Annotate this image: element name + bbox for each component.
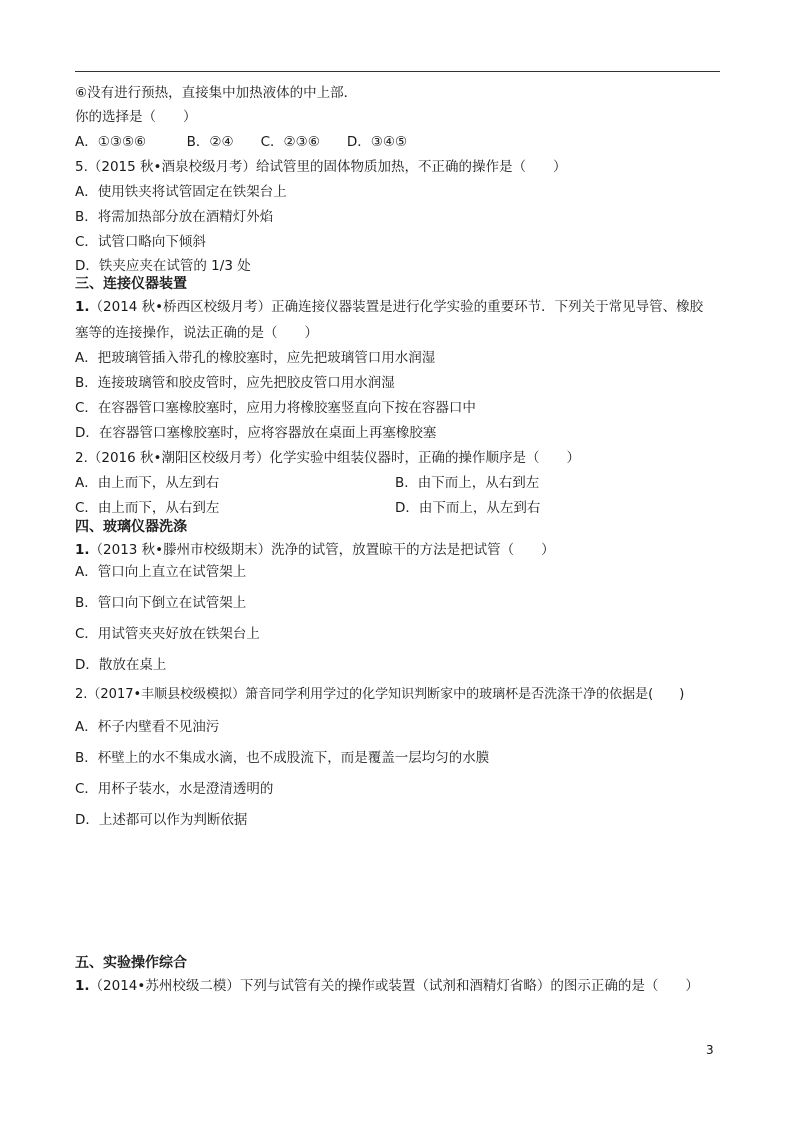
option: C．由上而下，从右到左 xyxy=(75,500,220,516)
option: C．试管口略向下倾斜 xyxy=(75,234,206,250)
answer-choices: A．①③⑤⑥ B．②④ C．②③⑥ D．③④⑤ xyxy=(75,134,408,150)
text-line: 你的选择是（ ） xyxy=(75,109,197,125)
text-line: ⑥没有进行预热，直接集中加热液体的中上部． xyxy=(75,85,358,101)
question-stem: 2.（2017•丰顺县校级模拟）箫音同学利用学过的化学知识判断家中的玻璃杯是否洗涤干净的依据是( ) xyxy=(75,687,685,702)
option: D．铁夹应夹在试管的 1/3 处 xyxy=(75,258,251,274)
option: C．在容器管口塞橡胶塞时，应用力将橡胶塞竖直向下按在容器口中 xyxy=(75,400,476,416)
option: A．把玻璃管插入带孔的橡胶塞时，应先把玻璃管口用水润湿 xyxy=(75,350,436,366)
question-stem: 5.（2015 秋•酒泉校级月考）给试管里的固体物质加热，不正确的操作是（ ） xyxy=(75,159,567,175)
option: B．由下而上，从右到左 xyxy=(395,475,540,491)
option: C．用杯子装水，水是澄清透明的 xyxy=(75,781,274,797)
page-number: 3 xyxy=(706,1043,714,1057)
question-number: 1. xyxy=(75,542,90,558)
question-stem: 2.（2016 秋•潮阳区校级月考）化学实验中组装仪器时，正确的操作顺序是（ ） xyxy=(75,450,580,466)
question-stem-continued: 塞等的连接操作，说法正确的是（ ） xyxy=(75,325,318,341)
question-number: 1. xyxy=(75,978,90,994)
question-stem xyxy=(75,977,699,995)
option: B．将需加热部分放在酒精灯外焰 xyxy=(75,209,274,225)
option: A．使用铁夹将试管固定在铁架台上 xyxy=(75,184,287,200)
question-number: 1. xyxy=(75,299,90,315)
option: D．上述都可以作为判断依据 xyxy=(75,812,248,828)
header-rule xyxy=(75,71,720,72)
option: A．杯子内壁看不见油污 xyxy=(75,719,220,735)
section-heading: 五、实验操作综合 xyxy=(75,955,187,971)
option: B．连接玻璃管和胶皮管时，应先把胶皮管口用水润湿 xyxy=(75,375,395,391)
option: B．管口向下倒立在试管架上 xyxy=(75,595,247,611)
option: A．管口向上直立在试管架上 xyxy=(75,564,247,580)
option: D．在容器管口塞橡胶塞时，应将容器放在桌面上再塞橡胶塞 xyxy=(75,425,437,441)
option: B．杯壁上的水不集成水滴，也不成股流下，而是覆盖一层均匀的水膜 xyxy=(75,750,490,766)
question-stem xyxy=(75,298,703,316)
question-text: （2013 秋•滕州市校级期末）洗净的试管，放置晾干的方法是把试管（ ） xyxy=(89,542,555,558)
question-text: （2014•苏州校级二模）下列与试管有关的操作或装置（试剂和酒精灯省略）的图示正确的是（ ） xyxy=(89,978,699,994)
question-text: （2014 秋•桥西区校级月考）正确连接仪器装置是进行化学实验的重要环节．下列关于常见导管、橡胶 xyxy=(89,299,704,315)
option: C．用试管夹夹好放在铁架台上 xyxy=(75,626,260,642)
section-heading: 三、连接仪器装置 xyxy=(75,276,187,292)
option: A．由上而下，从左到右 xyxy=(75,475,220,491)
option: D．由下而上，从左到右 xyxy=(395,500,541,516)
option: D．散放在桌上 xyxy=(75,657,167,673)
question-stem xyxy=(75,541,555,559)
section-heading: 四、玻璃仪器洗涤 xyxy=(75,519,187,535)
